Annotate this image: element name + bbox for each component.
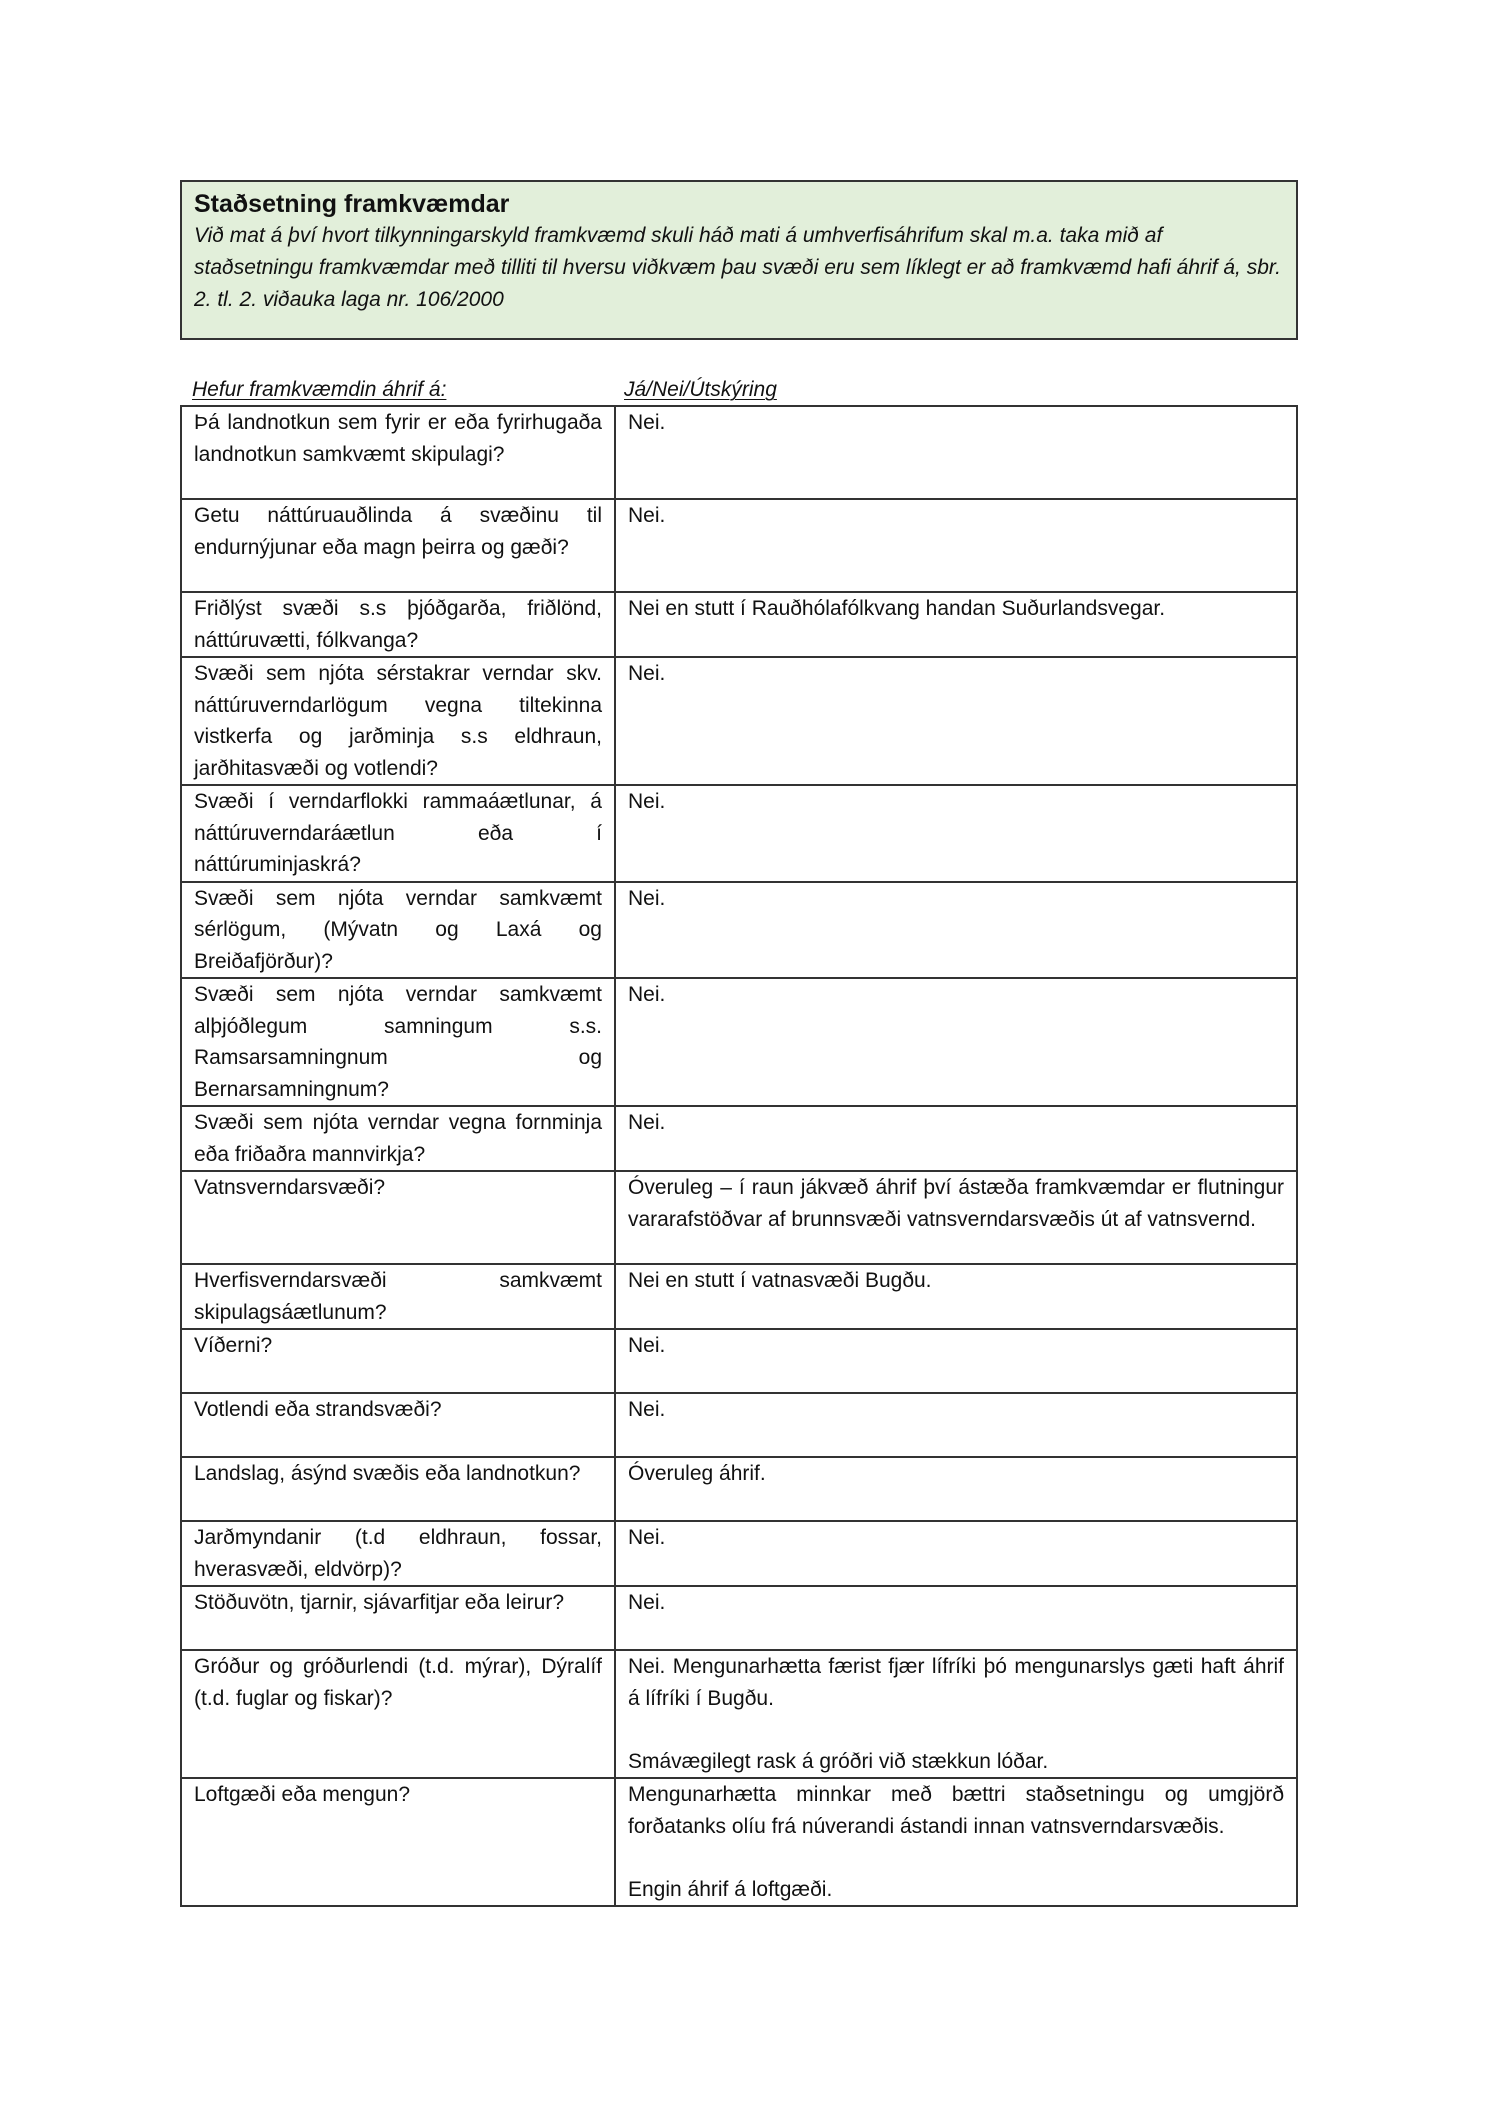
answer-paragraph: Nei. xyxy=(628,790,666,813)
question-cell: Hverfisverndarsvæði samkvæmt skipulagsáætlunum? xyxy=(181,1264,615,1329)
answer-cell xyxy=(615,1106,1297,1171)
answer-paragraph: Nei. xyxy=(628,886,666,910)
question-cell: Loftgæði eða mengun? xyxy=(181,1778,615,1906)
column-headers xyxy=(180,374,1298,406)
question-cell: Svæði í verndarflokki rammaáætlunar, á náttúruverndaráætlun eða í náttúruminjaskrá? xyxy=(181,785,615,882)
question-cell: Víðerni? xyxy=(181,1329,615,1393)
table-row xyxy=(181,1171,1297,1264)
table-row xyxy=(181,1457,1297,1521)
column-header-question: Hefur framkvæmdin áhrif á: xyxy=(192,378,447,401)
answer-cell xyxy=(615,1521,1297,1586)
answer-paragraph: Nei. xyxy=(628,662,666,685)
answer-paragraph: Nei. xyxy=(628,1334,666,1357)
answer-paragraph: Nei. xyxy=(628,1398,666,1421)
column-header-answer: Já/Nei/Útskýring xyxy=(624,378,777,401)
answer-cell xyxy=(615,1264,1297,1329)
answer-paragraph: Nei. xyxy=(628,1526,666,1549)
answer-cell xyxy=(615,657,1297,785)
question-cell: Vatnsverndarsvæði? xyxy=(181,1171,615,1264)
answer-cell xyxy=(615,785,1297,882)
question-cell: Svæði sem njóta verndar samkvæmt sérlögum, (Mývatn og Laxá og Breiðafjörður)? xyxy=(181,882,615,979)
question-cell: Gróður og gróðurlendi (t.d. mýrar), Dýralíf (t.d. fuglar og fiskar)? xyxy=(181,1650,615,1778)
table-row xyxy=(181,1264,1297,1329)
table-row xyxy=(181,499,1297,592)
question-cell: Votlendi eða strandsvæði? xyxy=(181,1393,615,1457)
table-row xyxy=(181,1586,1297,1650)
table-row xyxy=(181,785,1297,882)
answer-paragraph: Nei en stutt í vatnasvæði Bugðu. xyxy=(628,1269,932,1292)
question-cell: Svæði sem njóta verndar samkvæmt alþjóðlegum samningum s.s. Ramsarsamningnum og Bernarsamningnum? xyxy=(181,978,615,1106)
answer-cell xyxy=(615,1171,1297,1264)
answer-paragraph: Nei. xyxy=(628,1591,666,1614)
impact-table xyxy=(180,405,1298,1907)
table-row xyxy=(181,1329,1297,1393)
answer-paragraph: Nei. xyxy=(628,411,666,434)
answer-paragraph: Engin áhrif á loftgæði. xyxy=(628,1877,833,1901)
table-row xyxy=(181,1521,1297,1586)
answer-cell xyxy=(615,1393,1297,1457)
answer-paragraph: Óveruleg áhrif. xyxy=(628,1462,766,1485)
table-row xyxy=(181,1650,1297,1778)
question-cell: Friðlýst svæði s.s þjóðgarða, friðlönd, náttúruvætti, fólkvanga? xyxy=(181,592,615,657)
table-row xyxy=(181,1393,1297,1457)
answer-paragraph: Óveruleg – í raun jákvæð áhrif því ástæða framkvæmdar er flutningur vararafstöðvar af brunnsvæði vatnsverndarsvæðis út af vatnsvernd. xyxy=(628,1176,1284,1231)
question-cell: Svæði sem njóta verndar vegna fornminja eða friðaðra mannvirkja? xyxy=(181,1106,615,1171)
section-title: Staðsetning framkvæmdar xyxy=(194,190,510,218)
table-row xyxy=(181,657,1297,785)
table-row xyxy=(181,882,1297,979)
table-row xyxy=(181,1106,1297,1171)
question-cell: Getu náttúruauðlinda á svæðinu til endurnýjunar eða magn þeirra og gæði? xyxy=(181,499,615,592)
answer-paragraph: Nei. xyxy=(628,983,666,1006)
answer-cell xyxy=(615,1586,1297,1650)
answer-cell xyxy=(615,592,1297,657)
question-cell: Þá landnotkun sem fyrir er eða fyrirhugaða landnotkun samkvæmt skipulagi? xyxy=(181,406,615,499)
question-cell: Stöðuvötn, tjarnir, sjávarfitjar eða leirur? xyxy=(181,1586,615,1650)
table-row xyxy=(181,1778,1297,1906)
answer-paragraph: Nei en stutt í Rauðhólafólkvang handan Suðurlandsvegar. xyxy=(628,597,1166,620)
section-header-box xyxy=(180,180,1298,340)
answer-paragraph: Nei. xyxy=(628,504,666,527)
answer-paragraph: Nei. Mengunarhætta færist fjær lífríki þó mengunarslys gæti haft áhrif á lífríki í Bugðu. xyxy=(628,1655,1284,1710)
answer-cell xyxy=(615,1457,1297,1521)
answer-cell xyxy=(615,978,1297,1106)
answer-cell xyxy=(615,882,1297,979)
answer-cell xyxy=(615,1650,1297,1778)
answer-cell xyxy=(615,1778,1297,1906)
question-cell: Svæði sem njóta sérstakrar verndar skv. náttúruverndarlögum vegna tiltekinna vistkerfa og jarðminja s.s eldhraun, jarðhitasvæði og votlendi? xyxy=(181,657,615,785)
table-row xyxy=(181,592,1297,657)
answer-paragraph: Mengunarhætta minnkar með bættri staðsetningu og umgjörð forðatanks olíu frá núverandi ástandi innan vatnsverndarsvæðis. xyxy=(628,1783,1284,1838)
impact-table-body xyxy=(181,406,1297,1906)
table-row xyxy=(181,978,1297,1106)
answer-paragraph: Nei. xyxy=(628,1111,666,1134)
section-description: Við mat á því hvort tilkynningarskyld framkvæmd skuli háð mati á umhverfisáhrifum skal m.a. taka mið af staðsetningu framkvæmdar með tilliti til hversu viðkvæm þau svæði eru sem líklegt er að framkvæmd hafi áhrif á, sbr. 2. tl. 2. viðauka laga nr. 106/2000 xyxy=(194,224,1281,311)
answer-paragraph: Smávægilegt rask á gróðri við stækkun lóðar. xyxy=(628,1749,1049,1773)
answer-cell xyxy=(615,499,1297,592)
answer-cell xyxy=(615,1329,1297,1393)
question-cell: Landslag, ásýnd svæðis eða landnotkun? xyxy=(181,1457,615,1521)
question-cell: Jarðmyndanir (t.d eldhraun, fossar, hverasvæði, eldvörp)? xyxy=(181,1521,615,1586)
table-row xyxy=(181,406,1297,499)
answer-cell xyxy=(615,406,1297,499)
